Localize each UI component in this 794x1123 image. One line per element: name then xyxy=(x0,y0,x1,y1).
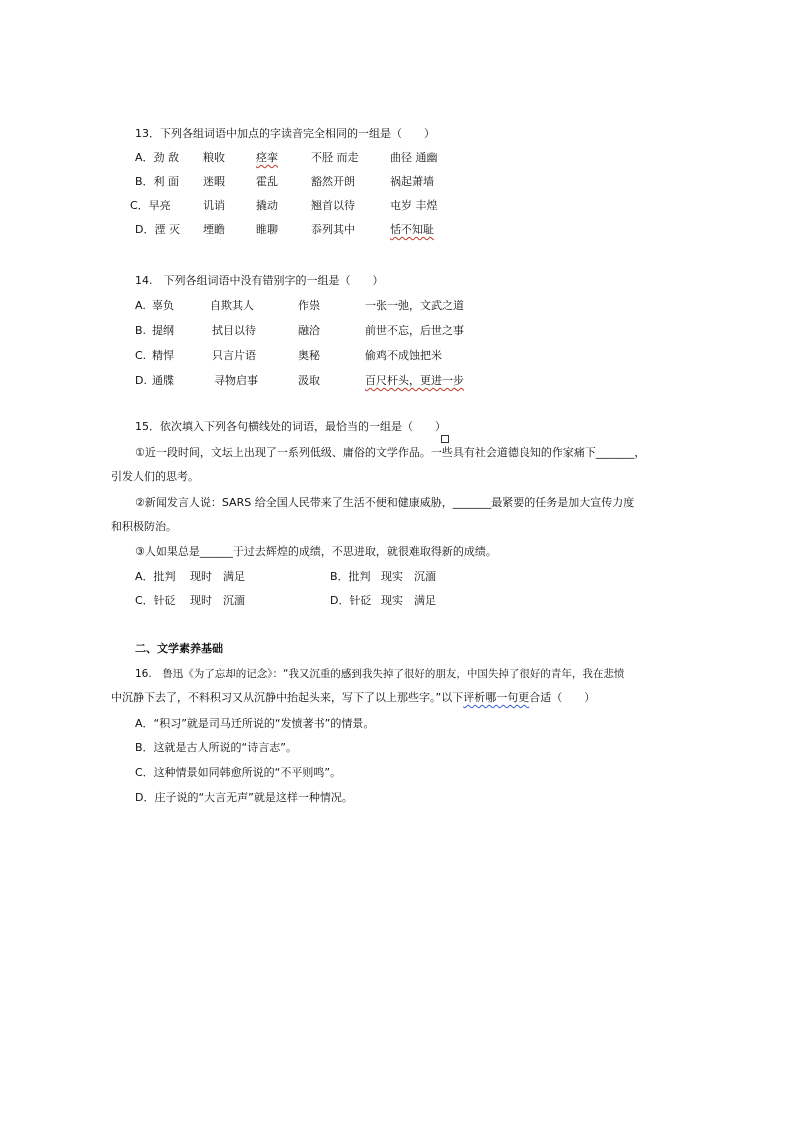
q13-option-b-word-4: 祸起萧墙 xyxy=(390,175,434,188)
q14-option-a-word-1: 辜负 xyxy=(152,299,174,312)
q15-sentence-1-line-2: 引发人们的思考。 xyxy=(111,470,199,483)
q13-option-d-word-4: 恬不知耻 xyxy=(390,223,434,236)
q14-stem: 14. 下列各组词语中没有错别字的一组是（ ） xyxy=(135,274,384,287)
q13-option-a-word-3: 不胫 而走 xyxy=(311,151,359,164)
q14-option-a-label: A. xyxy=(135,299,146,312)
q16-line-1: 16. 鲁迅《为了忘却的记念》：“我又沉重的感到我失掉了很好的朋友，中国失掉了很好的青年，我在悲愤 xyxy=(135,668,625,680)
q13-option-c-word-3: 翘首以待 xyxy=(311,199,355,212)
checkbox-mark xyxy=(441,435,449,443)
q16-line-2-part-1: 中沉静下去了，不料积习又从沉静中抬起头来，写下了以上那些字。”以下 xyxy=(111,691,464,704)
q13-option-c-word-2: 撬动 xyxy=(256,199,278,212)
q15-option-c-2: 现时 xyxy=(190,594,212,607)
q16-option-b: B．这就是古人所说的“诗言志”。 xyxy=(135,741,297,754)
section-2-title: 二、文学素养基础 xyxy=(135,642,223,655)
q15-sentence-2-line-1: ②新闻发言人说：SARS 给全国人民带来了生活不便和健康威胁，_______最紧要的任务是加大宣传力度 xyxy=(135,496,635,509)
q14-option-b-word-1: 提纲 xyxy=(152,324,174,337)
q16-line-2-part-3: 合适（ ） xyxy=(529,691,596,704)
q15-option-d-3: 满足 xyxy=(414,594,436,607)
q14-option-d-word-4: 百尺杆头，更进一步 xyxy=(365,374,464,387)
q14-option-a-word-2: 自欺其人 xyxy=(210,299,254,312)
q13-option-d-word-3: 忝列其中 xyxy=(311,223,355,236)
q14-option-d-word-3: 汲取 xyxy=(298,374,320,387)
q14-option-d-word-2: 寻物启事 xyxy=(214,374,258,387)
q13-option-c-word-1: 讥诮 xyxy=(203,199,225,212)
q13-option-d-word-2: 睢聊 xyxy=(256,223,278,236)
q13-stem: 13．下列各组词语中加点的字读音完全相同的一组是（ ） xyxy=(135,127,435,140)
q15-option-a-2: 现时 xyxy=(190,570,212,583)
q14-option-b-word-4: 前世不忘，后世之事 xyxy=(365,324,464,337)
q15-option-a-1: A．批判 xyxy=(135,570,176,583)
q13-option-b-word-2: 霍乱 xyxy=(256,175,278,188)
q14-option-c-word-1: 精悍 xyxy=(152,349,174,362)
q15-sentence-2-line-2: 和积极防治。 xyxy=(111,520,177,533)
q15-option-b-3: 沉湎 xyxy=(414,570,436,583)
q15-option-b-2: 现实 xyxy=(381,570,403,583)
q15-option-c-1: C．针砭 xyxy=(135,594,176,607)
q15-option-a-3: 满足 xyxy=(223,570,245,583)
q14-option-c-label: C. xyxy=(135,349,147,362)
q13-option-a-word-1: 粮收 xyxy=(203,151,225,164)
q15-option-d-2: 现实 xyxy=(381,594,403,607)
q15-sentence-1-line-1: ①近一段时间，文坛上出现了一系列低级、庸俗的文学作品。一些具有社会道德良知的作家痛下_______， xyxy=(135,446,646,459)
q16-option-c: C．这种情景如同韩愈所说的“不平则鸣”。 xyxy=(135,766,342,779)
q14-option-c-word-3: 奥秘 xyxy=(298,349,320,362)
q16-line-2-part-2: 评析哪一句更 xyxy=(463,691,530,704)
q14-option-b-word-2: 拭目以待 xyxy=(212,324,256,337)
q14-option-d-word-1: 通牒 xyxy=(152,374,174,387)
q14-option-d-label: D. xyxy=(135,374,147,387)
q13-option-b-label: B．利 面 xyxy=(135,175,180,188)
q14-option-b-label: B. xyxy=(135,324,147,337)
q14-option-c-word-2: 只言片语 xyxy=(212,349,256,362)
q13-option-b-word-1: 迷暇 xyxy=(203,175,225,188)
q14-option-b-word-3: 融洽 xyxy=(298,324,320,337)
q13-option-c-label: C．早亮 xyxy=(130,199,171,212)
q13-option-b-word-3: 豁然开朗 xyxy=(311,175,355,188)
q16-option-a: A．“积习”就是司马迁所说的“发愤著书”的情景。 xyxy=(135,717,375,730)
q15-option-d-1: D．针砭 xyxy=(330,594,372,607)
q13-option-c-word-4: 屯岁 丰煌 xyxy=(390,199,438,212)
q16-option-d: D．庄子说的“大言无声”就是这样一种情况。 xyxy=(135,791,353,804)
q16-line-2 xyxy=(111,691,595,705)
q13-option-d-word-1: 堙瞻 xyxy=(203,223,225,236)
q13-option-d-label: D．湮 灭 xyxy=(135,223,180,236)
q15-option-b-1: B．批判 xyxy=(330,570,371,583)
q13-option-a-word-4: 曲径 通幽 xyxy=(390,151,438,164)
q15-option-c-3: 沉湎 xyxy=(223,594,245,607)
q13-option-a-label: A．劲 敌 xyxy=(135,151,180,164)
q15-stem: 15．依次填入下列各句横线处的词语，最恰当的一组是（ ） xyxy=(135,420,446,433)
q14-option-a-word-3: 作祟 xyxy=(298,299,320,312)
q15-sentence-3: ③人如果总是______于过去辉煌的成绩，不思进取，就很难取得新的成绩。 xyxy=(135,545,497,558)
q14-option-a-word-4: 一张一弛，文武之道 xyxy=(365,299,464,312)
q14-option-c-word-4: 偷鸡不成蚀把米 xyxy=(365,349,442,362)
q13-option-a-word-2: 痉挛 xyxy=(256,151,278,164)
